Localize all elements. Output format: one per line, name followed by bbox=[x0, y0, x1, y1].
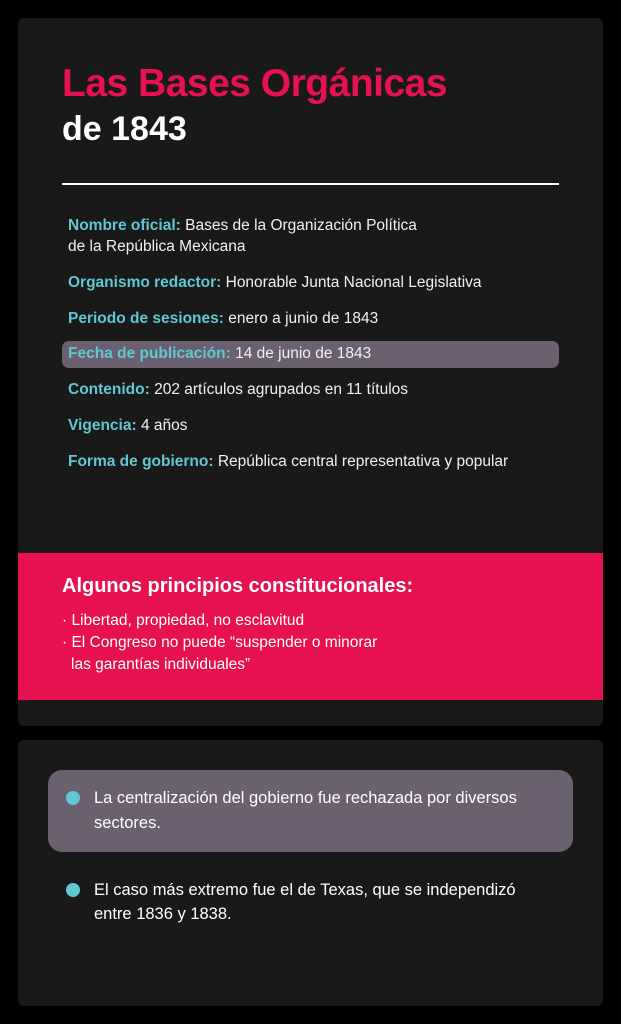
note-text: La centralización del gobierno fue rechazada por diversos sectores. bbox=[94, 789, 517, 832]
fact-row bbox=[62, 270, 559, 297]
fact-row bbox=[62, 377, 559, 404]
fact-row bbox=[62, 449, 559, 476]
facts-list bbox=[62, 213, 559, 476]
principle-text: · El Congreso no puede “suspender o minorar bbox=[62, 634, 378, 651]
fact-value-cont: de la República Mexicana bbox=[68, 237, 246, 255]
principles-heading: Algunos principios constitucionales: bbox=[62, 575, 414, 597]
principle-item bbox=[62, 632, 559, 676]
fact-value: República central representativa y popular bbox=[213, 453, 509, 471]
fact-row bbox=[62, 213, 559, 261]
fact-value: 202 artículos agrupados en 11 títulos bbox=[149, 381, 409, 399]
bullet-icon bbox=[66, 791, 80, 805]
principles-list bbox=[62, 610, 559, 676]
fact-value: 4 años bbox=[136, 417, 188, 435]
fact-row bbox=[62, 413, 559, 440]
principle-text-cont: las garantías individuales” bbox=[71, 656, 251, 673]
fact-label: Periodo de sesiones: bbox=[68, 309, 224, 327]
fact-label: Organismo redactor: bbox=[68, 273, 222, 291]
note-item bbox=[48, 862, 573, 944]
principle-item bbox=[62, 610, 559, 632]
fact-label: Nombre oficial: bbox=[68, 216, 181, 234]
note-item bbox=[48, 770, 573, 852]
fact-row bbox=[62, 306, 559, 333]
principles-panel bbox=[18, 553, 603, 700]
page-title-line1: Las Bases Orgánicas bbox=[62, 62, 448, 105]
fact-label: Contenido: bbox=[68, 381, 150, 399]
fact-value: Bases de la Organización Política bbox=[180, 216, 417, 234]
fact-value: Honorable Junta Nacional Legislativa bbox=[221, 273, 482, 291]
bullet-icon bbox=[66, 883, 80, 897]
note-text: El caso más extremo fue el de Texas, que se independizó entre 1836 y 1838. bbox=[94, 880, 516, 924]
title-divider bbox=[62, 183, 559, 185]
fact-label: Fecha de publicación: bbox=[68, 345, 231, 363]
notes-card bbox=[18, 740, 603, 1006]
principle-text: · Libertad, propiedad, no esclavitud bbox=[62, 612, 305, 629]
fact-row-highlighted bbox=[62, 341, 559, 368]
fact-value: enero a junio de 1843 bbox=[223, 309, 379, 327]
fact-label: Vigencia: bbox=[68, 417, 137, 435]
fact-value: 14 de junio de 1843 bbox=[230, 345, 372, 363]
fact-label: Forma de gobierno: bbox=[68, 453, 214, 471]
main-card bbox=[18, 18, 603, 726]
page-title-line2: de 1843 bbox=[62, 109, 187, 148]
